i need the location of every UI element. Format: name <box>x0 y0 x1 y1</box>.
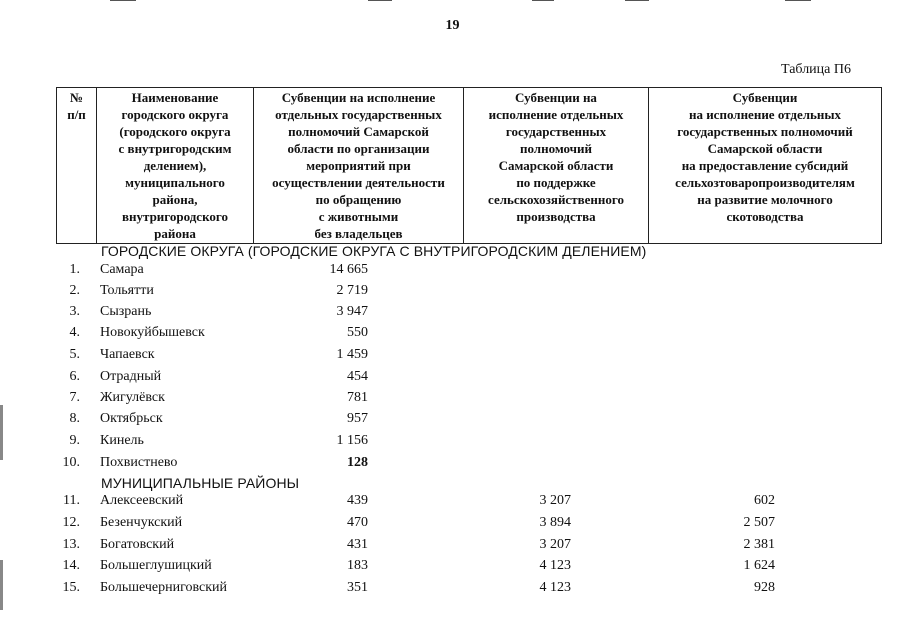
table-row <box>0 262 905 283</box>
header-dairy-subvention: Субвенции на исполнение отдельных государственных полномочий Самарской области на предоставление субсидий сельхозтоваропроизводителям на развитие молочного скотоводства <box>649 88 882 244</box>
row-value-dairy: 2 381 <box>743 537 775 552</box>
table-header <box>56 87 882 244</box>
scan-artifact-line <box>625 0 649 1</box>
row-name: Тольятти <box>100 283 154 298</box>
row-value-animals: 3 947 <box>336 304 368 319</box>
header-animal-subvention: Субвенции на исполнение отдельных государственных полномочий Самарской области по организации мероприятий при осуществлении деятельности по обращению с животными без владельцев <box>254 88 464 244</box>
section-title-city-districts: ГОРОДСКИЕ ОКРУГА (ГОРОДСКИЕ ОКРУГА С ВНУТРИГОРОДСКИМ ДЕЛЕНИЕМ) <box>101 243 647 259</box>
row-number: 10. <box>62 455 80 470</box>
row-value-animals: 781 <box>347 390 368 405</box>
row-number: 8. <box>69 411 80 426</box>
row-value-agriculture: 3 207 <box>539 493 571 508</box>
row-name: Новокуйбышевск <box>100 325 205 340</box>
table-caption: Таблица П6 <box>781 62 851 77</box>
row-name: Большечерниговский <box>100 580 228 595</box>
section-title-municipal-districts: МУНИЦИПАЛЬНЫЕ РАЙОНЫ <box>101 475 300 491</box>
scan-artifact-line <box>368 0 392 1</box>
row-number: 7. <box>69 390 80 405</box>
row-name: Октябрьск <box>100 411 163 426</box>
row-number: 4. <box>69 325 80 340</box>
row-number: 12. <box>62 515 80 530</box>
row-name: Безенчукский <box>100 515 183 530</box>
row-number: 6. <box>69 369 80 384</box>
row-name: Большеглушицкий <box>100 558 212 573</box>
row-value-agriculture: 4 123 <box>539 580 571 595</box>
row-value-animals: 14 665 <box>329 262 368 277</box>
scan-artifact-line <box>110 0 136 1</box>
row-value-animals: 470 <box>347 515 368 530</box>
table-row <box>0 558 905 579</box>
row-value-animals: 183 <box>347 558 368 573</box>
row-name: Отрадный <box>100 369 162 384</box>
table-row <box>0 304 905 325</box>
row-value-animals: 431 <box>347 537 368 552</box>
table-row <box>0 515 905 536</box>
row-number: 2. <box>69 283 80 298</box>
row-number: 15. <box>62 580 80 595</box>
row-number: 9. <box>69 433 80 448</box>
row-value-agriculture: 3 207 <box>539 537 571 552</box>
table-row <box>0 580 905 601</box>
row-name: Похвистнево <box>100 455 178 470</box>
row-number: 11. <box>63 493 80 508</box>
row-value-animals: 550 <box>347 325 368 340</box>
row-value-dairy: 1 624 <box>743 558 775 573</box>
row-name: Кинель <box>100 433 144 448</box>
row-value-animals: 1 156 <box>336 433 368 448</box>
row-name: Алексеевский <box>100 493 184 508</box>
scan-artifact-line <box>532 0 554 1</box>
table-row <box>0 390 905 411</box>
header-name: Наименование городского округа (городского округа с внутригородским делением), муниципального района, внутригородского района <box>97 88 254 244</box>
row-name: Чапаевск <box>100 347 155 362</box>
row-number: 1. <box>69 262 80 277</box>
row-value-agriculture: 4 123 <box>539 558 571 573</box>
row-number: 3. <box>69 304 80 319</box>
row-value-animals: 128 <box>347 455 368 470</box>
table-row <box>0 325 905 346</box>
row-value-dairy: 2 507 <box>743 515 775 530</box>
table-row <box>0 455 905 476</box>
page-number: 19 <box>445 18 460 33</box>
row-name: Богатовский <box>100 537 175 552</box>
row-value-animals: 2 719 <box>336 283 368 298</box>
table-row <box>0 369 905 390</box>
table-row <box>0 493 905 514</box>
row-name: Сызрань <box>100 304 152 319</box>
header-number: № п/п <box>57 88 97 244</box>
table-row <box>0 411 905 432</box>
row-value-dairy: 928 <box>754 580 775 595</box>
row-value-animals: 439 <box>347 493 368 508</box>
row-value-dairy: 602 <box>754 493 775 508</box>
row-value-animals: 1 459 <box>336 347 368 362</box>
table-row <box>0 283 905 304</box>
row-value-animals: 957 <box>347 411 368 426</box>
table-row <box>0 347 905 368</box>
header-agriculture-subvention: Субвенции на исполнение отдельных государственных полномочий Самарской области по поддержке сельскохозяйственного производства <box>464 88 649 244</box>
row-value-agriculture: 3 894 <box>539 515 571 530</box>
table-row <box>0 537 905 558</box>
row-value-animals: 454 <box>347 369 368 384</box>
row-number: 13. <box>62 537 80 552</box>
table-row <box>0 433 905 454</box>
scan-artifact-line <box>785 0 811 1</box>
row-number: 5. <box>69 347 80 362</box>
row-number: 14. <box>62 558 80 573</box>
row-value-animals: 351 <box>347 580 368 595</box>
row-name: Жигулёвск <box>100 390 165 405</box>
row-name: Самара <box>100 262 144 277</box>
